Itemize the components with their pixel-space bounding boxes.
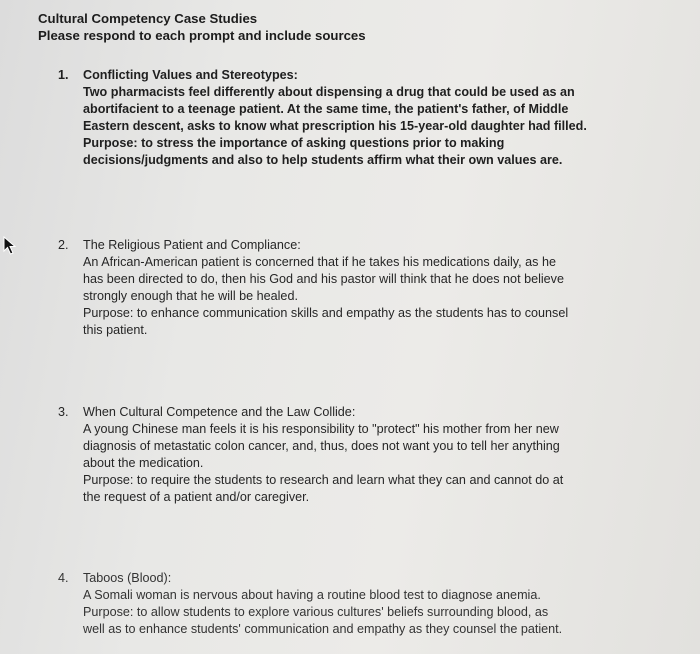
case-heading: Taboos (Blood):: [83, 571, 172, 585]
case-number: 3.: [58, 405, 69, 419]
case-text-line: A young Chinese man feels it is his responsibility to "protect" his mother from her new: [83, 422, 559, 436]
mouse-pointer-icon: [3, 236, 19, 261]
case-text-line: A Somali woman is nervous about having a routine blood test to diagnose anemia.: [83, 588, 541, 602]
case-text-line: has been directed to do, then his God and his pastor will think that he does not believe: [83, 272, 564, 286]
case-heading: When Cultural Competence and the Law Collide:: [83, 405, 356, 419]
case-purpose-line: Purpose: to stress the importance of asking questions prior to making: [83, 136, 505, 150]
case-purpose-line: the request of a patient and/or caregiver.: [83, 490, 310, 504]
case-text-line: Two pharmacists feel differently about dispensing a drug that could be used as an: [83, 85, 575, 99]
case-number: 2.: [58, 238, 69, 252]
case-purpose-line: Purpose: to require the students to research and learn what they can and cannot do at: [83, 473, 564, 487]
case-text-line: about the medication.: [83, 456, 204, 470]
case-body: [83, 67, 587, 169]
case-purpose-line: decisions/judgments and also to help students affirm what their own values are.: [83, 153, 563, 167]
case-purpose-line: this patient.: [83, 323, 148, 337]
case-text-line: abortifacient to a teenage patient. At the same time, the patient's father, of Middle: [83, 102, 569, 116]
document-title: Cultural Competency Case Studies: [38, 11, 258, 26]
case-text-line: strongly enough that he will be healed.: [83, 289, 298, 303]
case-purpose-line: Purpose: to enhance communication skills and empathy as the students has to counsel: [83, 306, 569, 320]
case-heading: The Religious Patient and Compliance:: [83, 238, 301, 252]
case-purpose-line: Purpose: to allow students to explore various cultures' beliefs surrounding blood, as: [83, 605, 549, 619]
case-body: [83, 237, 568, 339]
document-instruction: Please respond to each prompt and include sources: [38, 28, 366, 43]
case-body: [83, 404, 563, 506]
case-text-line: Eastern descent, asks to know what prescription his 15-year-old daughter had filled.: [83, 119, 587, 133]
case-body: [83, 570, 562, 638]
case-number: 4.: [58, 571, 69, 585]
case-purpose-line: well as to enhance students' communication and empathy as they counsel the patient.: [83, 622, 563, 636]
case-text-line: An African-American patient is concerned that if he takes his medications daily, as he: [83, 255, 556, 269]
document-header: [38, 10, 366, 44]
case-number: 1.: [58, 68, 69, 82]
case-heading: Conflicting Values and Stereotypes:: [83, 68, 298, 82]
case-text-line: diagnosis of metastatic colon cancer, and, thus, does not want you to tell her anything: [83, 439, 560, 453]
